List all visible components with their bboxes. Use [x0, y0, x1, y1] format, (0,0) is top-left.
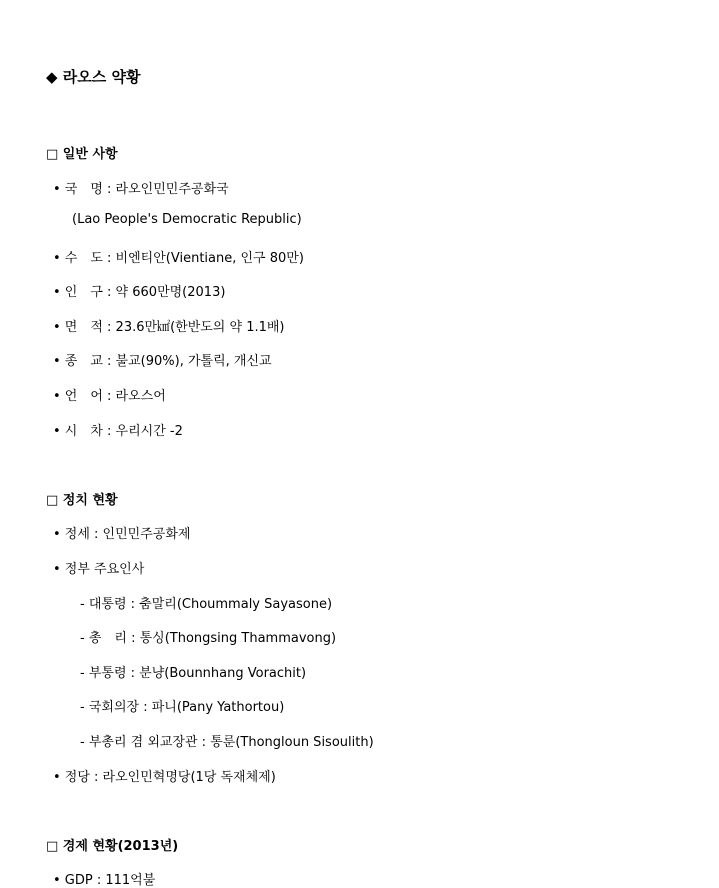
section-heading-politics: □ 정치 현황 [46, 493, 118, 508]
section-heading-general: □ 일반 사항 [46, 147, 118, 162]
item-language: • 언 어 : 라오스어 [53, 389, 166, 404]
item-time-difference: • 시 차 : 우리시간 -2 [53, 424, 183, 439]
item-vice-president: - 부통령 : 분냥(Bounnhang Vorachit) [80, 666, 307, 681]
item-population: • 인 구 : 약 660만명(2013) [53, 285, 226, 300]
item-prime-minister: - 총 리 : 통싱(Thongsing Thammavong) [80, 631, 337, 646]
section-heading-economy: □ 경제 현황(2013년) [46, 839, 179, 854]
item-political-system: • 정세 : 인민민주공화제 [53, 527, 191, 542]
item-government-officials: • 정부 주요인사 [53, 562, 145, 577]
item-capital: • 수 도 : 비엔티안(Vientiane, 인구 80만) [53, 251, 304, 266]
item-deputy-pm-foreign-minister: - 부총리 겸 외교장관 : 통룬(Thongloun Sisoulith) [80, 735, 374, 750]
item-ruling-party: • 정당 : 라오인민혁명당(1당 독재체제) [53, 770, 276, 785]
item-assembly-speaker: - 국회의장 : 파니(Pany Yathortou) [80, 700, 285, 715]
item-gdp: • GDP : 111억불 [53, 873, 156, 888]
item-area: • 면 적 : 23.6만㎢(한반도의 약 1.1배) [53, 320, 285, 335]
item-country-name-english: (Lao People's Democratic Republic) [72, 212, 302, 227]
item-country-name: • 국 명 : 라오인민민주공화국 [53, 182, 229, 197]
item-president: - 대통령 : 춤말리(Choummaly Sayasone) [80, 597, 333, 612]
document-title: ◆ 라오스 약황 [46, 68, 141, 86]
item-religion: • 종 교 : 불교(90%), 가톨릭, 개신교 [53, 354, 272, 369]
